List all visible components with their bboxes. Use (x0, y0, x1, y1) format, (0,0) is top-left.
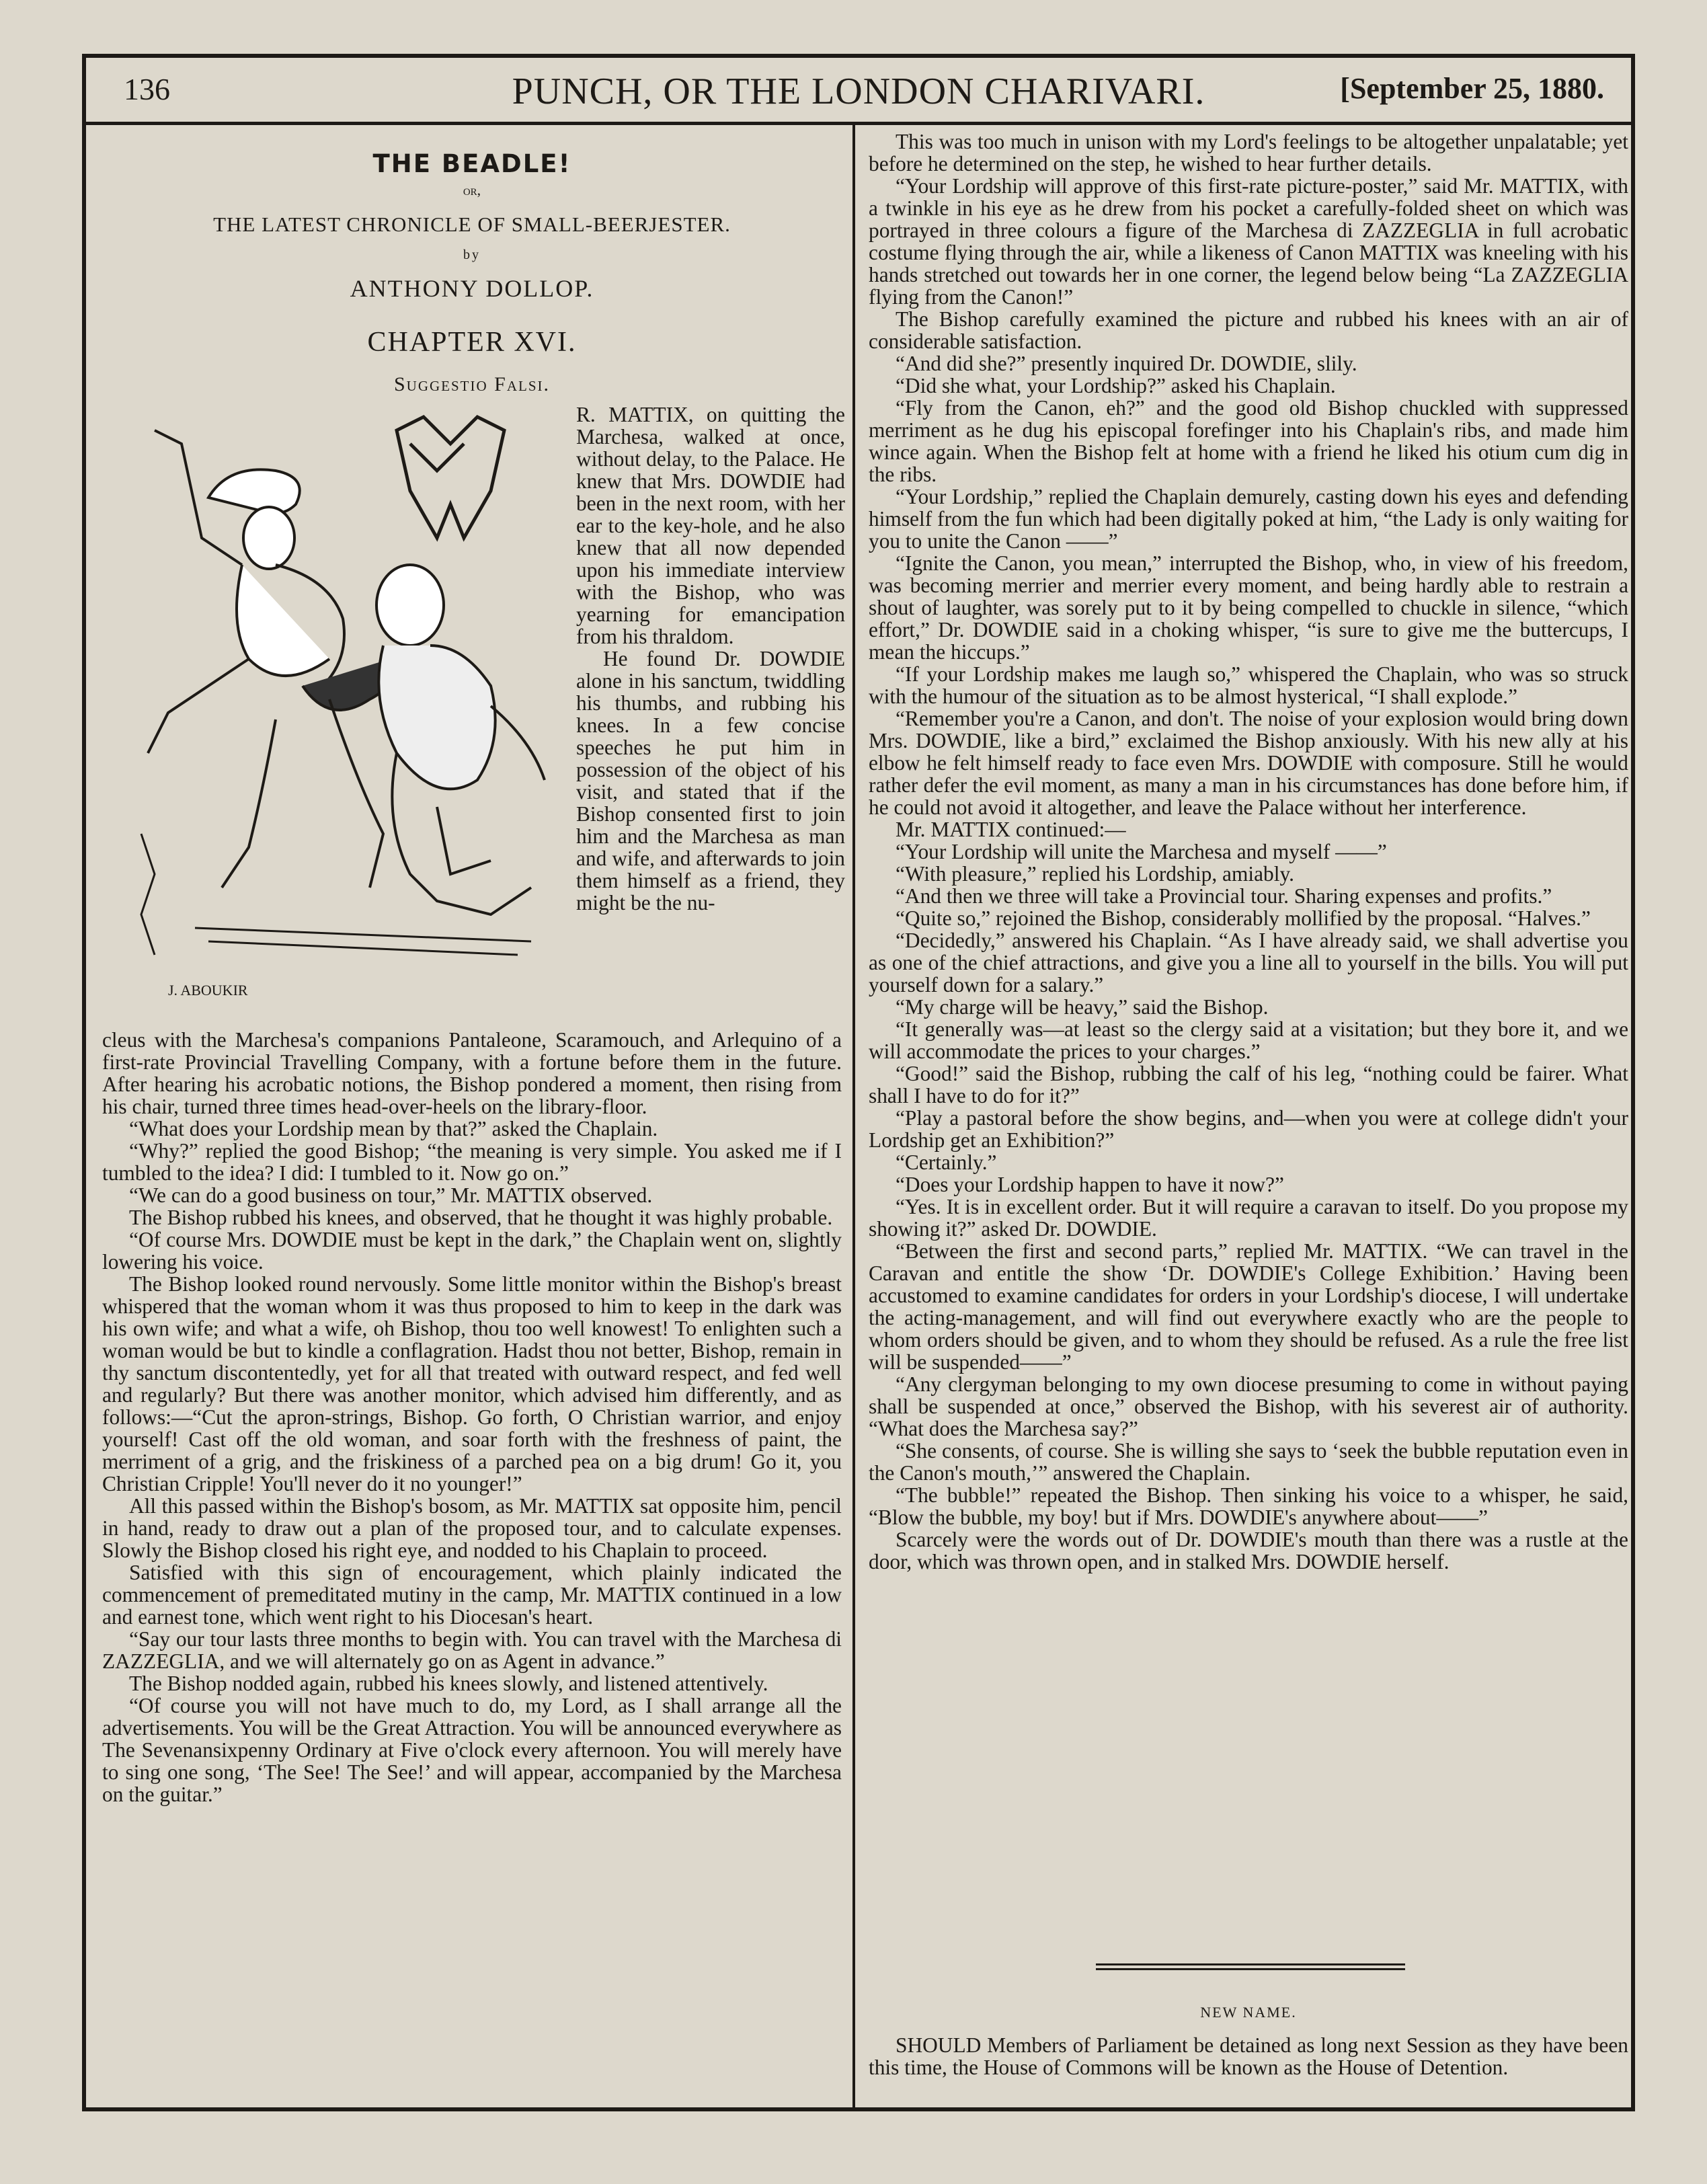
right-paragraph-8: “If your Lordship makes me laugh so,” whispered the Chaplain, who was so struck with the humour of the situation as to be almost hysterical, “I shall explode.” (869, 662, 1628, 708)
chapter-title: Suggestio Falsi. (393, 373, 551, 395)
right-paragraph-27: Scarcely were the words out of Dr. DOWDIE's mouth than there was a rustle at the door, which was thrown open, and in stalked Mrs. DOWDIE herself. (869, 1528, 1628, 1573)
right-paragraph-7: “Ignite the Canon, you mean,” interrupted the Bishop, who, in view of his freedom, was becoming merrier and merrier every moment, and being hardly able to restrain a shout of laughter, was sorely put to it by being compelled to chuckle in silence, “which effort,” Dr. DOWDIE said in a choking whisper, “is sure to give me the buttercups, I mean the hiccups.” (869, 551, 1628, 664)
left-paragraph-4: The Bishop rubbed his knees, and observed, that he thought it was highly probable. (129, 1206, 833, 1229)
right-paragraph-1: “Your Lordship will approve of this first-rate picture-poster,” said Mr. MATTIX, with a twinkle in his eye as he drew from his pocket a carefully-folded sheet on which was portrayed in three colours a figure of the Marchesa di ZAZZEGLIA in full acrobatic costume flying through the air, while a likeness of Canon MATTIX was kneeling with his hands stretched out towards her in one corner, the legend below being “La ZAZZEGLIA flying from the Canon!” (869, 174, 1628, 309)
illustration-signature: J. ABOUKIR (168, 982, 248, 999)
bishop-figure (376, 565, 545, 914)
left-paragraph-0: cleus with the Marchesa's companions Pantaleone, Scaramouch, and Arlequino of a first-rate Provincial Travelling Company, with a fortune before them in the future. After hearing his acrobatic notions, the Bishop pondered a moment, then rising from his chair, turned three times head-over-heels on the library-floor. (102, 1028, 842, 1118)
right-paragraph-4: “Did she what, your Lordship?” asked his Chaplain. (896, 374, 1336, 397)
right-paragraph-17: “It generally was—at least so the clergy said at a visitation; but they bore it, and we will accommodate the prices to your charges.” (869, 1017, 1628, 1063)
right-paragraph-16: “My charge will be heavy,” said the Bishop. (896, 995, 1269, 1019)
left-paragraph-9: “Say our tour lasts three months to begin with. You can travel with the Marchesa di ZAZZEGLIA, and we will alternately go on as Agent in advance.” (102, 1627, 842, 1673)
right-paragraph-9: “Remember you're a Canon, and don't. The noise of your explosion would bring down Mrs. DOWDIE, like a bird,” exclaimed the Bishop anxiously. With his new ally at his elbow he felt himself ready to face even Mrs. DOWDIE with composure. Still he would rather defer the evil moment, as many a man in his circumstances has done before him, if he could not avoid it altogether, and leave the Palace without her interference. (869, 707, 1628, 819)
section-rule (1096, 1963, 1405, 1970)
left-paragraph-7: All this passed within the Bishop's bosom, as Mr. MATTIX sat opposite him, pencil in hand, ready to draw out a plan of the proposed tour, and to calculate expenses. Slowly the Bishop closed his right eye, and nodded to his Chaplain to proceed. (102, 1494, 842, 1562)
right-column (869, 130, 1628, 1573)
acrobat-figure (148, 430, 391, 888)
intro-text-block (576, 403, 845, 1042)
article-author: ANTHONY DOLLOP. (350, 275, 594, 302)
right-paragraph-15: “Decidedly,” answered his Chaplain. “As I have already said, we shall advertise you as one of the chief attractions, and give you a line all to yourself in the bills. You will put yourself down for a salary.” (869, 929, 1628, 997)
right-paragraph-26: “The bubble!” repeated the Bishop. Then sinking his voice to a whisper, he said, “Blow the bubble, my boy! but if Mrs. DOWDIE's anywhere about——” (869, 1483, 1628, 1529)
new-name-block (869, 2034, 1628, 2078)
intro-paragraph-2: He found Dr. DOWDIE alone in his sanctum, twiddling his thumbs, and rubbing his knees. In a few concise speeches he put him in possession of the object of his visit, and stated that if the Bishop consented first to join him and the Marchesa as man and wife, and afterwards to join them himself as a friend, they might be the nu- (576, 647, 845, 914)
chapter-heading: CHAPTER XVI. (367, 327, 577, 358)
page-header (86, 58, 1631, 125)
new-name-title: NEW NAME. (1200, 2004, 1297, 2021)
page-number: 136 (124, 72, 170, 106)
right-paragraph-24: “Any clergyman belonging to my own diocese presuming to come in without paying shall be suspended at once,” observed the Bishop, with his severest air of authority. “What does the Marchesa say?” (869, 1372, 1628, 1440)
intro-paragraph: R. MATTIX, on quitting the Marchesa, walked at once, without delay, to the Palace. He knew that Mrs. DOWDIE had been in the next room, with her ear to the key-hole, and he also knew that all now depended upon his immediate interview with the Bishop, who was yearning for emancipation from his thraldom. (576, 403, 845, 648)
right-paragraph-20: “Certainly.” (896, 1150, 997, 1174)
right-paragraph-14: “Quite so,” rejoined the Bishop, considerably mollified by the proposal. “Halves.” (896, 906, 1591, 930)
left-paragraph-5: “Of course Mrs. DOWDIE must be kept in the dark,” the Chaplain went on, slightly lowering his voice. (102, 1228, 842, 1274)
article-subtitle: THE LATEST CHRONICLE OF SMALL-BEERJESTER. (213, 212, 731, 236)
right-paragraph-0: This was too much in unison with my Lord's feelings to be altogether unpalatable; yet before he determined on the step, he wished to hear further details. (869, 130, 1628, 176)
right-paragraph-3: “And did she?” presently inquired Dr. DOWDIE, slily. (896, 352, 1357, 375)
drop-cap-m-icon (397, 417, 504, 538)
right-paragraph-22: “Yes. It is in excellent order. But it will require a caravan to itself. Do you propose my showing it?” asked Dr. DOWDIE. (869, 1195, 1628, 1241)
left-paragraph-11: “Of course you will not have much to do, my Lord, as I shall arrange all the advertisements. You will be the Great Attraction. You will be announced everywhere as The Sevenansixpenny Ordinary at Five o'clock every afternoon. You will merely have to sing one song, ‘The See! The See!’ and will appear, accompanied by the Marchesa on the guitar.” (102, 1694, 842, 1806)
article-title: THE BEADLE! (372, 149, 571, 178)
article-by: by (463, 247, 481, 262)
ground-hatching (141, 834, 531, 955)
left-paragraph-1: “What does your Lordship mean by that?” asked the Chaplain. (129, 1117, 658, 1140)
column-divider (852, 125, 855, 2111)
new-name-text: SHOULD Members of Parliament be detained as long next Session as they have been this time, the House of Commons will be known as the House of Detention. (869, 2033, 1628, 2079)
left-paragraph-10: The Bishop nodded again, rubbed his knees slowly, and listened attentively. (129, 1672, 768, 1695)
left-paragraph-2: “Why?” replied the good Bishop; “the meaning is very simple. You asked me if I tumbled to the idea? I did: I tumbled to it. Now go on.” (102, 1139, 842, 1185)
left-paragraph-6: The Bishop looked round nervously. Some little monitor within the Bishop's breast whispered that the woman whom it was thus proposed to him to keep in the dark was his own wife; and what a wife, oh Bishop, thou too well knowest! To enlighten such a woman would be but to kindle a conflagration. Hadst thou not better, Bishop, remain in thy sanctum discontentedly, yet for all that treated with outward respect, and fed well and regularly? But there was another monitor, which advised him differently, and as follows:—“Cut the apron-strings, Bishop. Go forth, O Christian warrior, and enjoy yourself! Cast off the old woman, and soar forth with the freshness of paint, the merriment of a grig, and the friskiness of a parched pea on a big drum! Go it, you Christian Cripple! You'll never do it no younger!” (102, 1272, 842, 1495)
right-paragraph-6: “Your Lordship,” replied the Chaplain demurely, casting down his eyes and defending himself from the fun which had been digitally poked at him, “the Lady is only waiting for you to unite the Canon ——” (869, 485, 1628, 553)
publication-title: PUNCH, OR THE LONDON CHARIVARI. (512, 71, 1205, 112)
right-paragraph-11: “Your Lordship will unite the Marchesa and myself ——” (896, 840, 1387, 863)
issue-date: [September 25, 1880. (1340, 72, 1604, 105)
left-column (102, 1029, 842, 1805)
right-paragraph-13: “And then we three will take a Provincial tour. Sharing expenses and profits.” (896, 884, 1552, 908)
right-paragraph-10: Mr. MATTIX continued:— (896, 818, 1126, 841)
right-paragraph-21: “Does your Lordship happen to have it now?” (896, 1173, 1284, 1196)
right-paragraph-5: “Fly from the Canon, eh?” and the good old Bishop chuckled with suppressed merriment as he dug his episcopal forefinger into his Chaplain's ribs, and made him wince again. When the Bishop felt at home with a friend he liked his otium cum dig in the ribs. (869, 396, 1628, 486)
cartoon-illustration (128, 403, 571, 1022)
right-paragraph-12: “With pleasure,” replied his Lordship, amiably. (896, 862, 1294, 886)
right-paragraph-23: “Between the first and second parts,” replied Mr. MATTIX. “We can travel in the Caravan and entitle the show ‘Dr. DOWDIE's College Exhibition.’ Having been accustomed to examine candidates for orders in your Lordship's diocese, I will undertake the acting-management, and will find out everywhere exactly who are the people to whom orders should be given, and to whom they should be refused. As a rule the free list will be suspended——” (869, 1239, 1628, 1374)
left-paragraph-8: Satisfied with this sign of encouragement, which plainly indicated the commencement of premeditated mutiny in the camp, Mr. MATTIX continued in a low and earnest tone, which went right to his Diocesan's heart. (102, 1561, 842, 1629)
right-paragraph-2: The Bishop carefully examined the picture and rubbed his knees with an air of considerable satisfaction. (869, 307, 1628, 353)
article-or: or, (463, 182, 481, 198)
right-paragraph-25: “She consents, of course. She is willing she says to ‘seek the bubble reputation even in the Canon's mouth,’” answered the Chaplain. (869, 1439, 1628, 1485)
left-paragraph-3: “We can do a good business on tour,” Mr. MATTIX observed. (129, 1183, 653, 1207)
right-paragraph-18: “Good!” said the Bishop, rubbing the calf of his leg, “nothing could be fairer. What shall I have to do for it?” (869, 1062, 1628, 1107)
right-paragraph-19: “Play a pastoral before the show begins, and—when you were at college didn't your Lordship get an Exhibition?” (869, 1106, 1628, 1152)
